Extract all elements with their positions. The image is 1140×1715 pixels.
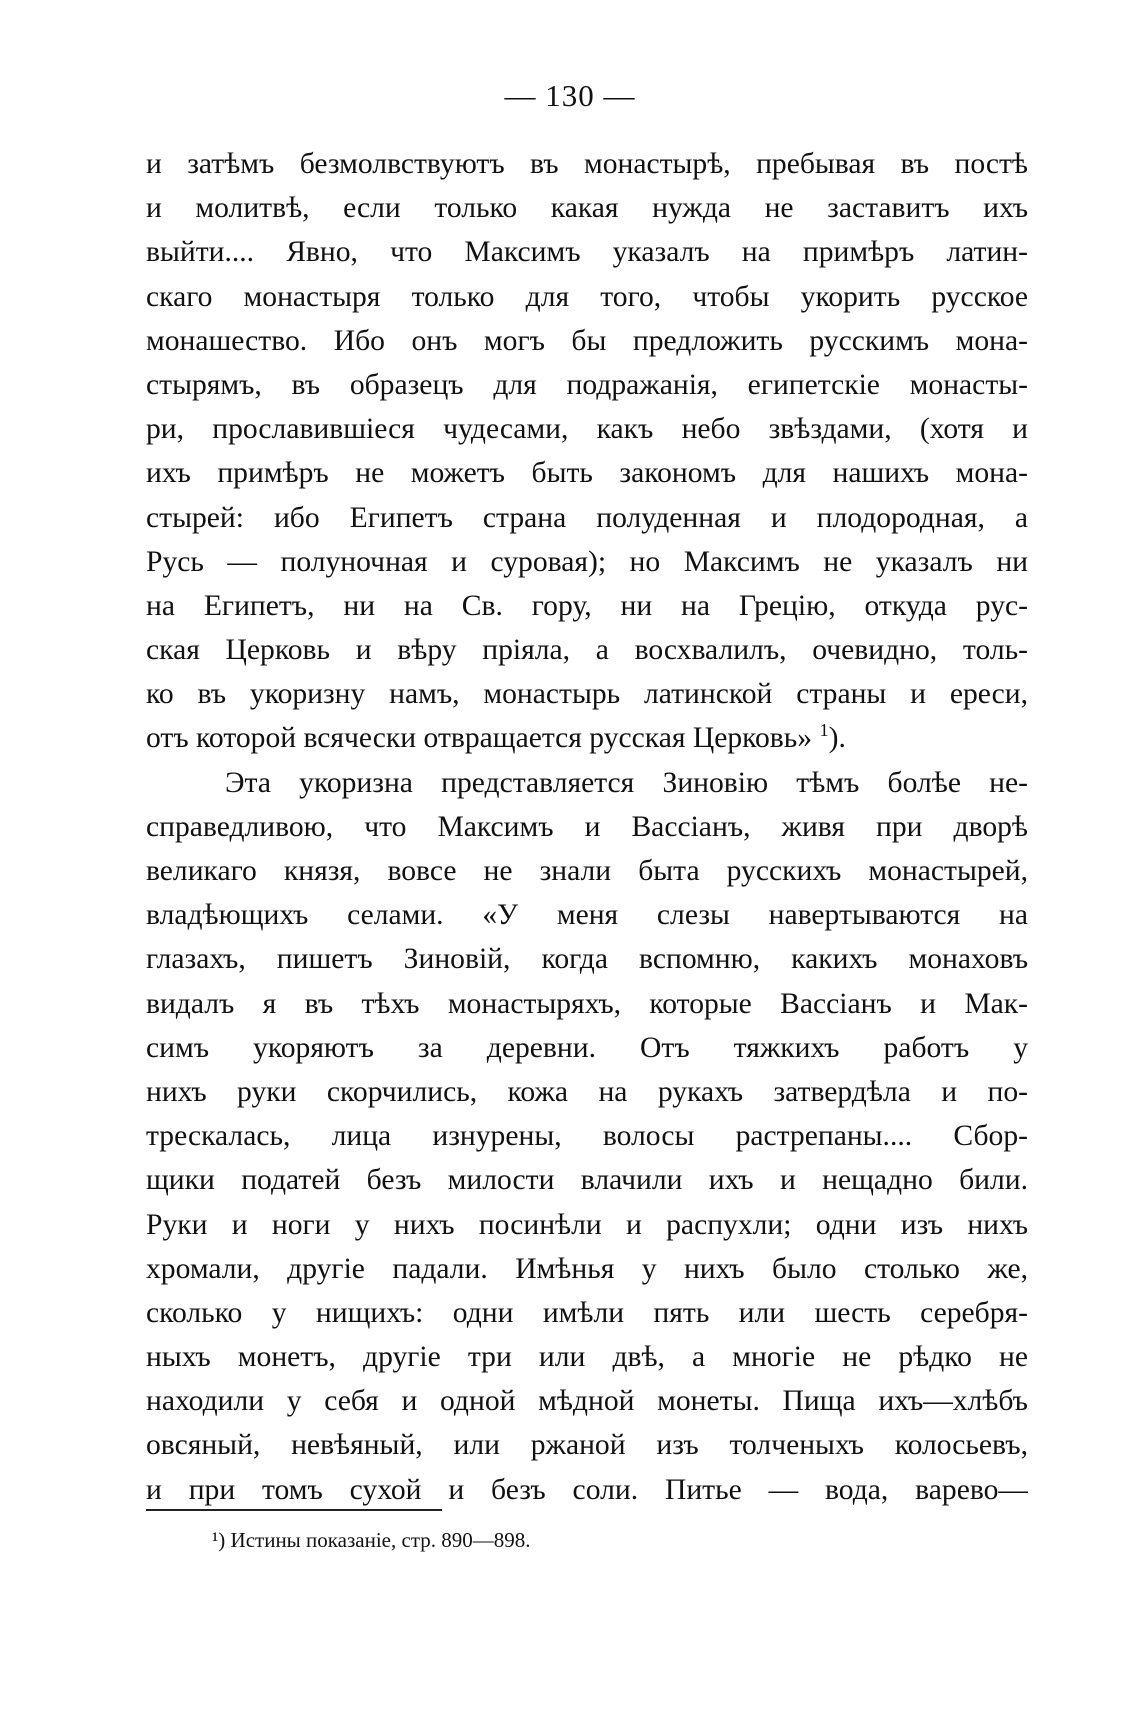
closing-punctuation: ). — [828, 722, 846, 755]
main-text — [146, 142, 1028, 1512]
text-line: Руки и ноги у нихъ посинѣли и распухли; одни изъ нихъ — [146, 1208, 1028, 1241]
text-line: монашество. Ибо онъ могъ бы предложить русскимъ мона- — [146, 324, 1028, 357]
text-line: видалъ я въ тѣхъ монастыряхъ, которые Вассіанъ и Мак- — [146, 987, 1028, 1020]
text-line: глазахъ, пишетъ Зиновій, когда вспомню, какихъ монаховъ — [146, 943, 1028, 976]
text-line: стырямъ, въ образецъ для подражанія, египетскіе монасты- — [146, 368, 1028, 401]
footnote-reference: 1 — [819, 720, 829, 741]
text-line: стырей: ибо Египетъ страна полуденная и плодородная, а — [146, 501, 1028, 534]
footnote-text: Истины показаніе, стр. 890—898. — [225, 1528, 531, 1552]
text-line: сколько у нищихъ: одни имѣли пять или шесть серебря- — [146, 1296, 1028, 1329]
text-line: великаго князя, вовсе не знали быта русскихъ монастырей, — [146, 855, 1028, 887]
text-line: ныхъ монетъ, другіе три или двѣ, а многіе не рѣдко не — [146, 1341, 1028, 1374]
footnote-marker: ¹) — [212, 1528, 226, 1552]
text-line: и молитвѣ, если только какая нужда не заставитъ ихъ — [146, 192, 1028, 225]
paragraph-2 — [146, 761, 1028, 1512]
text-line-last — [146, 716, 1028, 760]
text-line-content: отъ которой всячески отвращается русская Церковь» — [146, 722, 813, 755]
text-line: щики податей безъ милости влачили ихъ и нещадно били. — [146, 1164, 1028, 1197]
text-line: на Египетъ, ни на Св. гору, ни на Грецію, откуда рус- — [146, 589, 1028, 622]
text-line: и затѣмъ безмолвствуютъ въ монастырѣ, пребывая въ постѣ — [146, 148, 1028, 180]
text-line: нихъ руки скорчились, кожа на рукахъ затвердѣла и по- — [146, 1075, 1028, 1108]
text-line: выйти.... Явно, что Максимъ указалъ на примѣръ латин- — [146, 236, 1028, 269]
footnote — [212, 1525, 531, 1555]
text-line: и при томъ сухой и безъ соли. Питье — вода, варево— — [146, 1473, 1028, 1506]
text-line: ская Церковь и вѣру пріяла, а восхвалилъ, очевидно, толь- — [146, 634, 1028, 667]
text-line: овсяный, невѣяный, или ржаной изъ толченыхъ колосьевъ, — [146, 1429, 1028, 1462]
text-line: ко въ укоризну намъ, монастырь латинской страны и ереси, — [146, 678, 1028, 711]
text-line: Русь — полуночная и суровая); но Максимъ не указалъ ни — [146, 545, 1028, 578]
text-line: скаго монастыря только для того, чтобы укорить русское — [146, 280, 1028, 313]
text-line: ри, прославившіеся чудесами, какъ небо звѣздами, (хотя и — [146, 413, 1028, 446]
footnote-divider — [146, 1509, 442, 1511]
text-line: справедливою, что Максимъ и Вассіанъ, живя при дворѣ — [146, 810, 1028, 843]
text-line: находили у себя и одной мѣдной монеты. Пища ихъ—хлѣбъ — [146, 1385, 1028, 1418]
text-line: симъ укоряютъ за деревни. Отъ тяжкихъ работъ у — [146, 1031, 1028, 1064]
page-number: — 130 — — [504, 78, 636, 113]
text-line-indented: Эта укоризна представляется Зиновію тѣмъ болѣе не- — [225, 766, 1028, 799]
text-line: ихъ примѣръ не можетъ быть закономъ для нашихъ мона- — [146, 457, 1028, 490]
text-line: хромали, другіе падали. Имѣнья у нихъ было столько же, — [146, 1252, 1028, 1285]
paragraph-1 — [146, 142, 1028, 761]
text-line: трескалась, лица изнурены, волосы растрепаны.... Сбор- — [146, 1120, 1028, 1153]
text-line: владѣющихъ селами. «У меня слезы навертываются на — [146, 899, 1028, 932]
